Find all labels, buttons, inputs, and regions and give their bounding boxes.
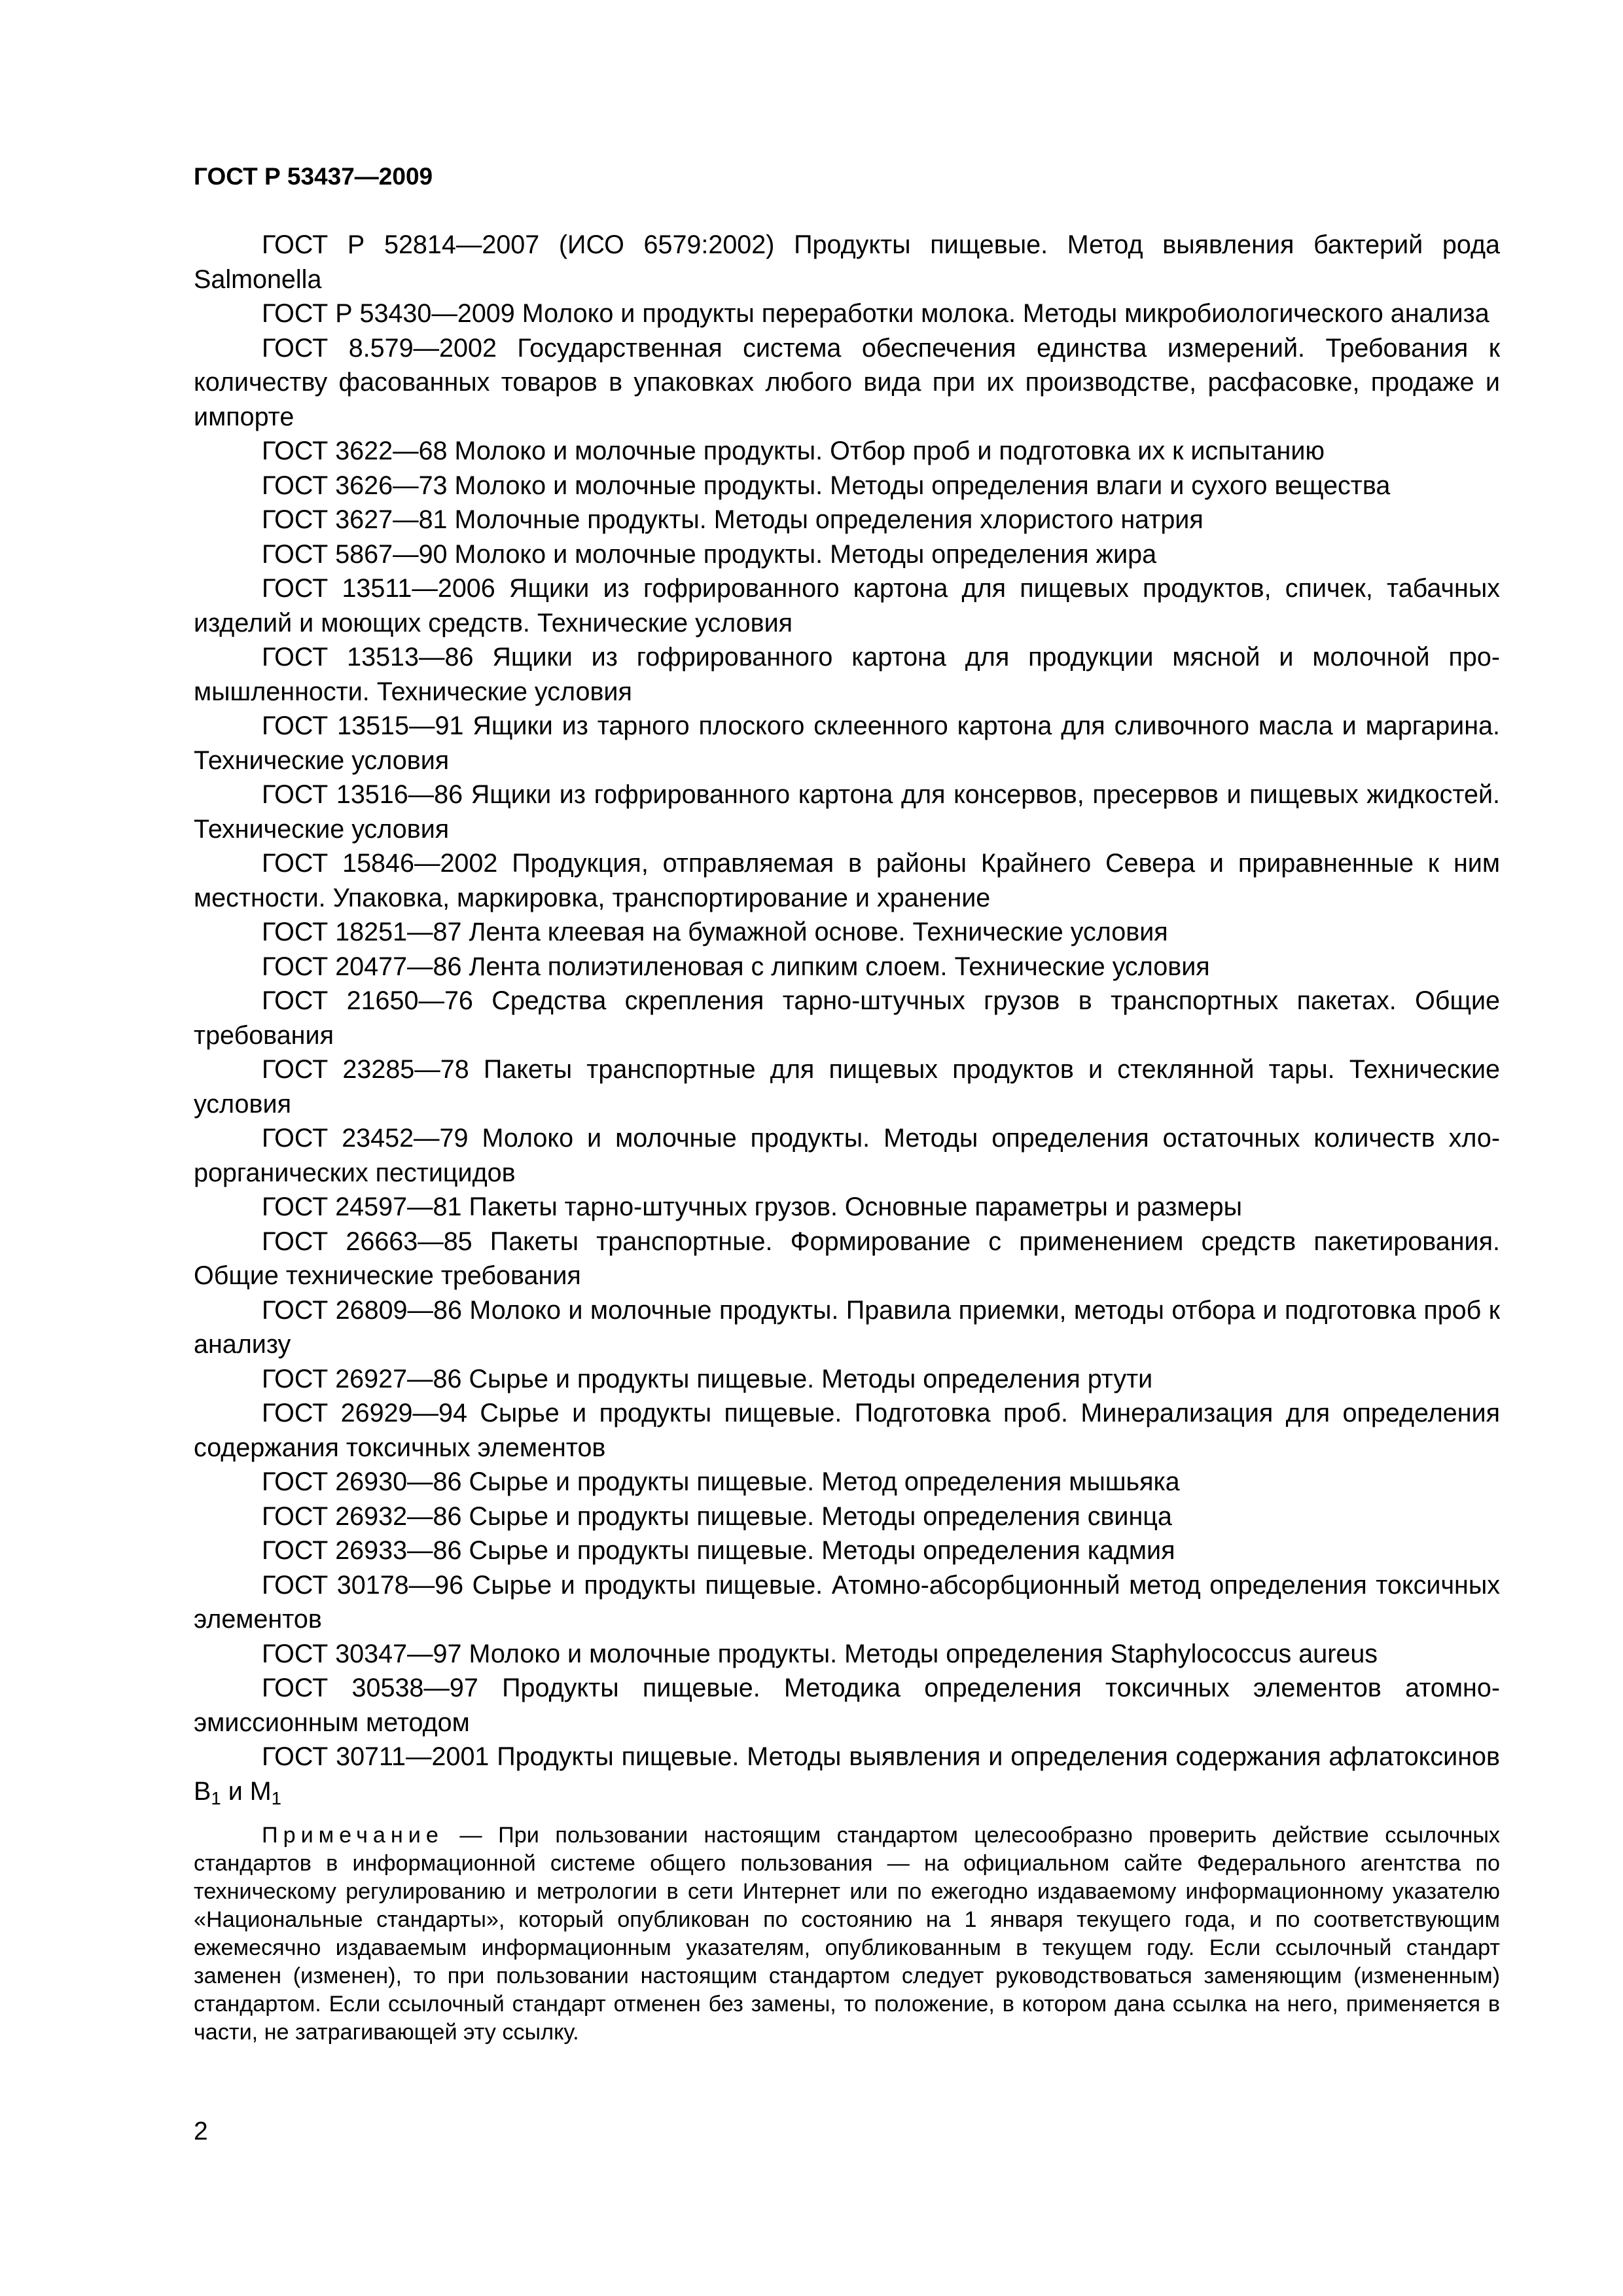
page-header-standard-code: ГОСТ Р 53437—2009 bbox=[194, 163, 433, 190]
reference-title: Молоко и продукты переработки молока. Методы микробиологического анализа bbox=[522, 299, 1489, 328]
reference-item bbox=[194, 1499, 1500, 1534]
reference-title: Ящики из тарного плоского склеенного картона для сливочного масла и маргарина. Технические условия bbox=[194, 711, 1500, 775]
reference-code: ГОСТ 3627—81 bbox=[262, 505, 448, 534]
reference-code: ГОСТ 23285—78 bbox=[262, 1055, 469, 1084]
reference-item bbox=[194, 1568, 1500, 1637]
reference-code: ГОСТ 20477—86 bbox=[262, 952, 462, 981]
subscript: 1 bbox=[271, 1787, 282, 1808]
reference-code: ГОСТ 13516—86 bbox=[262, 780, 463, 809]
reference-title: Продукты пищевые. Методы выявления и определения содержания афлатоксинов B bbox=[194, 1742, 1500, 1806]
normative-references-list bbox=[194, 228, 1500, 1808]
reference-title: Молоко и молочные продукты. Методы определения жира bbox=[454, 539, 1157, 569]
reference-item bbox=[194, 1052, 1500, 1121]
reference-item bbox=[194, 984, 1500, 1052]
reference-title: Продукты пищевые. Метод выявления бактерий рода Salmonella bbox=[194, 230, 1500, 294]
reference-title: Продукция, отправляемая в районы Крайнего Севера и приравненные к ним местности. Упаковка, маркировка, транспортирование и хранение bbox=[194, 849, 1500, 912]
reference-code: ГОСТ 13513—86 bbox=[262, 643, 474, 672]
reference-code: ГОСТ 15846—2002 bbox=[262, 849, 498, 878]
reference-code: ГОСТ 23452—79 bbox=[262, 1124, 469, 1153]
reference-title: Молоко и молочные продукты. Правила приемки, методы отбора и подготовка проб к анализу bbox=[194, 1295, 1500, 1359]
reference-item bbox=[194, 1293, 1500, 1362]
reference-code: ГОСТ 26927—86 bbox=[262, 1364, 462, 1393]
reference-title: Государственная система обеспечения единства измерений. Требования к количеству фасованных товаров в упаковках любого вида при их производстве, расфасовке, продаже и импорте bbox=[194, 333, 1500, 431]
reference-title: Сырье и продукты пищевые. Метод определения мышьяка bbox=[469, 1467, 1180, 1496]
reference-item bbox=[194, 778, 1500, 846]
reference-item bbox=[194, 331, 1500, 435]
reference-code: ГОСТ 30347—97 bbox=[262, 1639, 462, 1668]
reference-item bbox=[194, 1740, 1500, 1808]
reference-code: ГОСТ 18251—87 bbox=[262, 918, 462, 946]
reference-code: ГОСТ 5867—90 bbox=[262, 539, 448, 569]
note-paragraph bbox=[194, 1821, 1500, 2047]
reference-code: ГОСТ Р 53430—2009 bbox=[262, 299, 515, 328]
reference-title: Молоко и молочные продукты. Методы определения влаги и сухого вещества bbox=[454, 471, 1391, 500]
reference-item bbox=[194, 1637, 1500, 1672]
reference-code: ГОСТ 13515—91 bbox=[262, 711, 464, 740]
reference-title: Сырье и продукты пищевые. Подготовка проб. Минерализация для определения содержания токсичных элементов bbox=[194, 1399, 1500, 1462]
reference-title: Сырье и продукты пищевые. Атомно-абсорбционный метод определения токсичных элементов bbox=[194, 1570, 1500, 1634]
note-text: — При пользовании настоящим стандартом целесообразно проверить действие ссылочных стандартов в информационной системе общего пользования — на официальном сайте Федерального агентства по техническому регулированию и метрологии в сети Интернет или по ежегодно издаваемому информационному указателю «Национальные стандарты», который опубликован по состоянию на 1 января текущего года, и по соответствующим ежемесячно издаваемым информационным указателям, опубликованным в текущем году. Если ссылочный стандарт заменен (изменен), то при пользовании настоящим стандартом следует руководствоваться заменяющим (измененным) стандартом. Если ссылочный стандарт отменен без замены, то положение, в котором дана ссылка на него, применяется в части, не затрагивающей эту ссылку. bbox=[194, 1823, 1500, 2045]
reference-item bbox=[194, 1396, 1500, 1465]
reference-code: ГОСТ 30711—2001 bbox=[262, 1742, 490, 1771]
reference-title: Молоко и молочные продукты. Методы определения Staphylococcus aureus bbox=[469, 1639, 1378, 1668]
reference-item bbox=[194, 1121, 1500, 1190]
reference-title: Продукты пищевые. Методика определения токсичных элементов атомно-эмиссионным методом bbox=[194, 1674, 1500, 1737]
reference-item bbox=[194, 1465, 1500, 1499]
reference-code: ГОСТ 3622—68 bbox=[262, 437, 448, 465]
reference-title: Ящики из гофрированного картона для консервов, пресервов и пищевых жидкостей. Технические условия bbox=[194, 780, 1500, 844]
reference-title: Ящики из гофрированного картона для пищевых продуктов, спичек, табачных изделий и моющих средств. Технические условия bbox=[194, 574, 1500, 637]
reference-code: ГОСТ 26932—86 bbox=[262, 1501, 462, 1531]
note-label: Примечание bbox=[262, 1823, 444, 1848]
reference-item bbox=[194, 640, 1500, 709]
reference-code: ГОСТ 21650—76 bbox=[262, 986, 473, 1015]
reference-title: Пакеты транспортные для пищевых продуктов и стеклянной тары. Технические условия bbox=[194, 1055, 1500, 1119]
reference-title: Молочные продукты. Методы определения хлористого натрия bbox=[454, 505, 1204, 534]
reference-code: ГОСТ 8.579—2002 bbox=[262, 333, 497, 363]
reference-item bbox=[194, 1190, 1500, 1225]
reference-code: ГОСТ 13511—2006 bbox=[262, 574, 495, 603]
reference-item bbox=[194, 469, 1500, 503]
reference-title: Пакеты тарно-штучных грузов. Основные параметры и размеры bbox=[469, 1193, 1242, 1221]
reference-title: Молоко и молочные продукты. Отбор проб и подготовка их к испытанию bbox=[454, 437, 1325, 465]
reference-item bbox=[194, 1671, 1500, 1740]
reference-item bbox=[194, 846, 1500, 915]
reference-title: Пакеты транспортные. Формирование с применением средств пакетирования. Общие технические требования bbox=[194, 1227, 1500, 1290]
reference-item bbox=[194, 434, 1500, 469]
reference-item bbox=[194, 915, 1500, 950]
reference-item bbox=[194, 503, 1500, 537]
reference-title: Сырье и продукты пищевые. Методы определения ртути bbox=[469, 1364, 1153, 1393]
reference-item bbox=[194, 1362, 1500, 1397]
reference-title: Сырье и продукты пищевые. Методы определения кадмия bbox=[469, 1536, 1175, 1565]
reference-code: ГОСТ 26809—86 bbox=[262, 1295, 462, 1325]
reference-title: Лента клеевая на бумажной основе. Технические условия bbox=[469, 918, 1168, 946]
page-number: 2 bbox=[194, 2117, 208, 2145]
reference-item bbox=[194, 1534, 1500, 1568]
reference-title: Средства скрепления тарно-штучных грузов в транспортных пакетах. Общие требования bbox=[194, 986, 1500, 1050]
reference-item bbox=[194, 537, 1500, 572]
reference-title: Молоко и молочные продукты. Методы определения остаточных количеств хлорорганических пестицидов bbox=[194, 1124, 1500, 1187]
subscript: 1 bbox=[211, 1787, 221, 1808]
reference-code: ГОСТ 26663—85 bbox=[262, 1227, 473, 1256]
reference-item bbox=[194, 228, 1500, 296]
reference-code: ГОСТ 26929—94 bbox=[262, 1399, 467, 1427]
reference-code: ГОСТ Р 52814—2007 (ИСО 6579:2002) bbox=[262, 230, 775, 259]
reference-title: Ящики из гофрированного картона для продукции мясной и молочной промышленности. Технические условия bbox=[194, 643, 1500, 706]
reference-title: Лента полиэтиленовая с липким слоем. Технические условия bbox=[469, 952, 1210, 981]
reference-code: ГОСТ 26933—86 bbox=[262, 1536, 462, 1565]
reference-code: ГОСТ 30178—96 bbox=[262, 1570, 464, 1600]
reference-code: ГОСТ 26930—86 bbox=[262, 1467, 462, 1496]
reference-item bbox=[194, 296, 1500, 331]
reference-item bbox=[194, 709, 1500, 778]
reference-title: Сырье и продукты пищевые. Методы определения свинца bbox=[469, 1501, 1172, 1531]
reference-code: ГОСТ 3626—73 bbox=[262, 471, 448, 500]
reference-code: ГОСТ 30538—97 bbox=[262, 1674, 478, 1702]
reference-title-connector: и M bbox=[221, 1776, 272, 1806]
reference-item bbox=[194, 571, 1500, 640]
reference-code: ГОСТ 24597—81 bbox=[262, 1193, 462, 1221]
reference-item bbox=[194, 950, 1500, 984]
reference-item bbox=[194, 1225, 1500, 1293]
